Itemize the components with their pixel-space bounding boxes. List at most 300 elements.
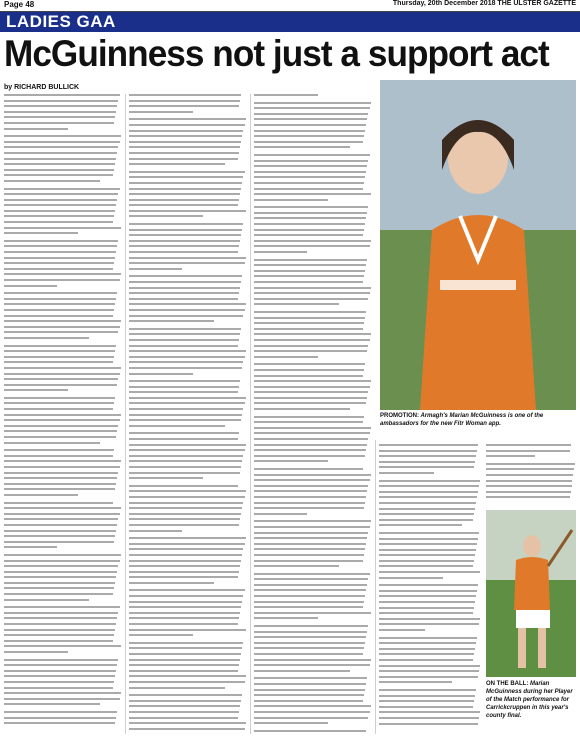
text-line <box>254 689 365 691</box>
text-line <box>4 554 121 556</box>
text-line <box>4 116 115 118</box>
text-line <box>4 141 120 143</box>
text-line <box>4 215 114 217</box>
text-line <box>129 182 242 184</box>
text-line <box>129 210 246 212</box>
text-line <box>254 94 318 96</box>
text-line <box>254 328 363 330</box>
article-headline: McGuinness not just a support act <box>4 33 549 74</box>
text-line <box>379 607 474 609</box>
text-line <box>4 199 117 201</box>
text-line <box>4 298 116 300</box>
caption-label: PROMOTION: <box>380 413 419 419</box>
text-line <box>486 480 572 482</box>
text-line <box>129 257 246 259</box>
text-line <box>254 537 367 539</box>
text-line <box>4 472 118 474</box>
text-line <box>254 502 365 504</box>
text-line <box>129 460 242 462</box>
text-line <box>4 303 115 305</box>
text-line <box>254 182 364 184</box>
text-line <box>4 455 113 457</box>
text-line <box>254 176 365 178</box>
text-line <box>254 421 363 423</box>
text-line <box>129 141 241 143</box>
text-line <box>254 259 367 261</box>
text-line <box>254 507 364 509</box>
text-line <box>254 322 364 324</box>
column-divider <box>125 94 126 734</box>
text-line <box>379 565 473 567</box>
text-line <box>254 380 371 382</box>
text-line <box>129 419 241 421</box>
text-line <box>379 549 476 551</box>
text-line <box>129 345 238 347</box>
caption-text: Marian McGuinness during her Player of the Match performance for Carrickcruppen in this year's county final. <box>486 681 573 719</box>
text-line <box>4 640 113 642</box>
text-line <box>379 560 474 562</box>
text-line <box>4 576 116 578</box>
text-line <box>486 485 572 487</box>
text-line <box>254 485 368 487</box>
text-line <box>129 722 246 724</box>
text-line <box>4 146 118 148</box>
text-line <box>129 711 239 713</box>
text-line <box>4 397 115 399</box>
text-line <box>4 350 115 352</box>
text-line <box>129 275 242 277</box>
action-photo <box>486 510 576 677</box>
text-line <box>129 647 242 649</box>
text-line <box>129 94 241 96</box>
text-line <box>379 461 475 463</box>
text-line <box>4 460 121 462</box>
text-line <box>254 408 350 410</box>
text-line <box>4 634 114 636</box>
text-line <box>129 391 238 393</box>
text-line <box>129 414 242 416</box>
text-line <box>129 449 245 451</box>
text-line <box>129 105 239 107</box>
text-line <box>379 590 477 592</box>
text-line <box>379 444 478 446</box>
text-line <box>129 623 238 625</box>
text-line <box>129 612 240 614</box>
text-line <box>4 158 116 160</box>
text-line <box>4 659 118 661</box>
text-line <box>254 363 365 365</box>
text-line <box>129 163 225 165</box>
text-line <box>4 518 118 520</box>
text-line <box>379 723 478 725</box>
player-figure-icon <box>380 80 576 410</box>
text-line <box>4 612 118 614</box>
text-line <box>254 438 368 440</box>
text-line <box>379 480 480 482</box>
text-line <box>4 361 113 363</box>
text-line <box>486 463 575 465</box>
text-line <box>4 262 114 264</box>
text-line <box>4 593 113 595</box>
text-line <box>129 554 242 556</box>
caption-text: Armagh's Marian McGuinness is one of the ambassadors for the new Fitr Woman app. <box>380 413 544 427</box>
text-line <box>4 257 115 259</box>
text-line <box>129 617 239 619</box>
text-line <box>129 518 240 520</box>
text-line <box>4 174 113 176</box>
text-line <box>4 210 115 212</box>
text-line <box>129 687 225 689</box>
text-line <box>4 292 117 294</box>
text-line <box>129 444 246 446</box>
text-line <box>379 485 479 487</box>
text-line <box>254 391 368 393</box>
text-line <box>486 496 570 498</box>
text-line <box>379 700 474 702</box>
text-line <box>129 537 246 539</box>
text-line <box>4 582 115 584</box>
text-line <box>254 694 364 696</box>
text-line <box>129 438 238 440</box>
text-line <box>129 188 241 190</box>
text-line <box>4 664 117 666</box>
text-line <box>379 584 478 586</box>
text-line <box>254 479 370 481</box>
text-line <box>254 642 365 644</box>
text-line <box>379 508 475 510</box>
text-line <box>4 651 68 653</box>
text-line <box>4 599 89 601</box>
text-line <box>129 432 239 434</box>
text-line <box>129 146 240 148</box>
text-line <box>379 711 480 713</box>
text-line <box>379 706 473 708</box>
body-column-5 <box>486 444 576 502</box>
text-line <box>379 524 462 526</box>
text-line <box>486 455 535 457</box>
text-line <box>254 287 371 289</box>
text-line <box>254 356 318 358</box>
text-line <box>4 373 120 375</box>
text-line <box>254 468 363 470</box>
text-line <box>4 414 121 416</box>
text-line <box>129 490 246 492</box>
text-line <box>254 722 328 724</box>
text-line <box>379 648 475 650</box>
text-line <box>129 629 246 631</box>
text-line <box>254 573 370 575</box>
text-line <box>379 642 476 644</box>
text-line <box>254 397 367 399</box>
text-line <box>254 677 367 679</box>
text-line <box>254 369 364 371</box>
text-line <box>379 513 474 515</box>
text-line <box>129 634 193 636</box>
text-line <box>254 427 371 429</box>
text-line <box>4 587 114 589</box>
text-line <box>129 298 238 300</box>
date-line: Thursday, 20th December 2018 THE ULSTER GAZETTE <box>392 0 576 7</box>
text-line <box>379 670 479 672</box>
text-line <box>4 408 113 410</box>
text-line <box>4 623 116 625</box>
text-line <box>129 373 193 375</box>
text-line <box>4 326 120 328</box>
text-line <box>4 188 120 190</box>
text-line <box>254 513 307 515</box>
text-line <box>4 425 118 427</box>
text-line <box>129 303 246 305</box>
text-line <box>4 466 120 468</box>
main-photo <box>380 80 576 410</box>
text-line <box>379 543 477 545</box>
text-line <box>254 636 366 638</box>
text-line <box>4 419 120 421</box>
text-line <box>129 386 239 388</box>
text-line <box>4 111 116 113</box>
text-line <box>254 146 350 148</box>
text-line <box>4 436 116 438</box>
text-line <box>4 356 114 358</box>
text-line <box>254 229 364 231</box>
text-line <box>4 535 115 537</box>
text-line <box>129 700 241 702</box>
text-line <box>129 543 245 545</box>
text-line <box>4 494 78 496</box>
text-line <box>254 449 366 451</box>
text-line <box>4 488 115 490</box>
text-line <box>4 675 115 677</box>
text-line <box>4 285 57 287</box>
text-line <box>129 204 238 206</box>
text-line <box>129 705 240 707</box>
column-divider <box>250 94 251 734</box>
text-line <box>129 171 245 173</box>
text-line <box>379 717 479 719</box>
text-line <box>4 94 120 96</box>
text-line <box>129 664 239 666</box>
text-line <box>129 130 243 132</box>
text-line <box>254 206 368 208</box>
text-line <box>4 152 117 154</box>
text-line <box>379 612 473 614</box>
text-line <box>254 444 367 446</box>
text-line <box>129 315 243 317</box>
text-line <box>4 367 121 369</box>
text-line <box>4 180 100 182</box>
text-line <box>129 292 239 294</box>
body-column-2 <box>129 94 247 733</box>
text-line <box>379 623 479 625</box>
text-line <box>254 311 366 313</box>
text-line <box>129 268 182 270</box>
text-line <box>129 111 193 113</box>
text-line <box>4 629 115 631</box>
text-line <box>4 560 120 562</box>
text-line <box>4 546 57 548</box>
text-line <box>254 113 368 115</box>
text-line <box>129 223 243 225</box>
text-line <box>4 100 118 102</box>
text-line <box>254 432 370 434</box>
text-line <box>254 223 365 225</box>
text-line <box>254 171 366 173</box>
text-line <box>254 647 364 649</box>
text-line <box>4 204 116 206</box>
text-line <box>129 507 242 509</box>
text-line <box>379 538 478 540</box>
text-line <box>379 618 480 620</box>
text-line <box>4 722 115 724</box>
text-line <box>129 215 203 217</box>
text-line <box>254 520 371 522</box>
text-line <box>4 320 121 322</box>
text-line <box>129 694 242 696</box>
text-line <box>129 380 240 382</box>
text-line <box>254 490 367 492</box>
text-line <box>254 606 363 608</box>
column-divider <box>375 440 376 734</box>
text-line <box>129 571 239 573</box>
text-line <box>254 496 366 498</box>
text-line <box>254 345 368 347</box>
text-line <box>254 595 365 597</box>
text-line <box>254 474 371 476</box>
text-line <box>129 309 245 311</box>
text-line <box>4 169 114 171</box>
text-line <box>129 234 241 236</box>
text-line <box>379 681 452 683</box>
text-line <box>129 199 239 201</box>
text-line <box>379 571 480 573</box>
text-line <box>254 245 370 247</box>
text-line <box>254 659 371 661</box>
text-line <box>254 240 371 242</box>
text-line <box>4 337 89 339</box>
text-line <box>254 292 370 294</box>
text-line <box>254 107 370 109</box>
text-line <box>379 595 476 597</box>
text-line <box>129 642 243 644</box>
text-line <box>4 135 121 137</box>
text-line <box>379 455 476 457</box>
text-line <box>379 519 473 521</box>
section-banner: LADIES GAA <box>0 12 580 32</box>
text-line <box>4 331 118 333</box>
text-line <box>4 711 117 713</box>
text-line <box>254 303 339 305</box>
text-line <box>254 565 339 567</box>
text-line <box>254 102 371 104</box>
text-line <box>4 502 113 504</box>
text-line <box>129 367 242 369</box>
text-line <box>254 130 365 132</box>
text-line <box>379 689 476 691</box>
text-line <box>129 560 241 562</box>
hurley-stick-icon <box>486 510 576 677</box>
text-line <box>254 160 368 162</box>
text-line <box>486 444 571 446</box>
text-line <box>4 541 114 543</box>
text-line <box>4 507 121 509</box>
text-line <box>4 703 100 705</box>
text-line <box>254 234 363 236</box>
text-line <box>254 188 363 190</box>
text-line <box>379 665 480 667</box>
text-line <box>129 176 243 178</box>
text-line <box>254 670 350 672</box>
text-line <box>129 356 245 358</box>
text-line <box>379 676 478 678</box>
text-line <box>254 653 363 655</box>
text-line <box>254 617 318 619</box>
text-line <box>4 273 121 275</box>
text-line <box>129 262 245 264</box>
text-line <box>4 193 118 195</box>
text-line <box>129 653 241 655</box>
text-line <box>129 524 239 526</box>
text-line <box>4 530 116 532</box>
text-line <box>129 333 240 335</box>
text-line <box>4 221 113 223</box>
body-column-1 <box>4 94 122 728</box>
byline: by RICHARD BULLICK <box>4 84 80 91</box>
text-line <box>254 402 366 404</box>
text-line <box>4 279 120 281</box>
text-line <box>254 683 366 685</box>
text-line <box>129 728 245 730</box>
text-line <box>4 384 117 386</box>
text-line <box>129 158 238 160</box>
text-line <box>4 524 117 526</box>
text-line <box>4 315 113 317</box>
text-line <box>486 491 571 493</box>
text-line <box>254 711 370 713</box>
text-line <box>4 442 100 444</box>
text-line <box>129 402 245 404</box>
text-line <box>379 491 478 493</box>
text-line <box>379 502 476 504</box>
text-line <box>129 425 225 427</box>
text-line <box>254 416 364 418</box>
text-line <box>254 460 328 462</box>
text-line <box>254 700 363 702</box>
text-line <box>379 532 479 534</box>
text-line <box>4 251 116 253</box>
text-line <box>129 659 240 661</box>
text-line <box>254 281 363 283</box>
text-line <box>254 212 367 214</box>
caption-label: ON THE BALL: <box>486 681 529 687</box>
text-line <box>4 345 116 347</box>
text-line <box>4 513 120 515</box>
text-line <box>254 584 367 586</box>
text-line <box>379 629 425 631</box>
text-line <box>254 554 364 556</box>
text-line <box>379 601 475 603</box>
text-line <box>486 468 574 470</box>
text-line <box>129 287 240 289</box>
text-line <box>254 560 363 562</box>
text-line <box>129 152 239 154</box>
text-line <box>129 466 241 468</box>
text-line <box>254 705 371 707</box>
text-line <box>254 386 370 388</box>
text-line <box>254 578 368 580</box>
text-line <box>129 502 243 504</box>
text-line <box>254 717 368 719</box>
text-line <box>379 466 474 468</box>
